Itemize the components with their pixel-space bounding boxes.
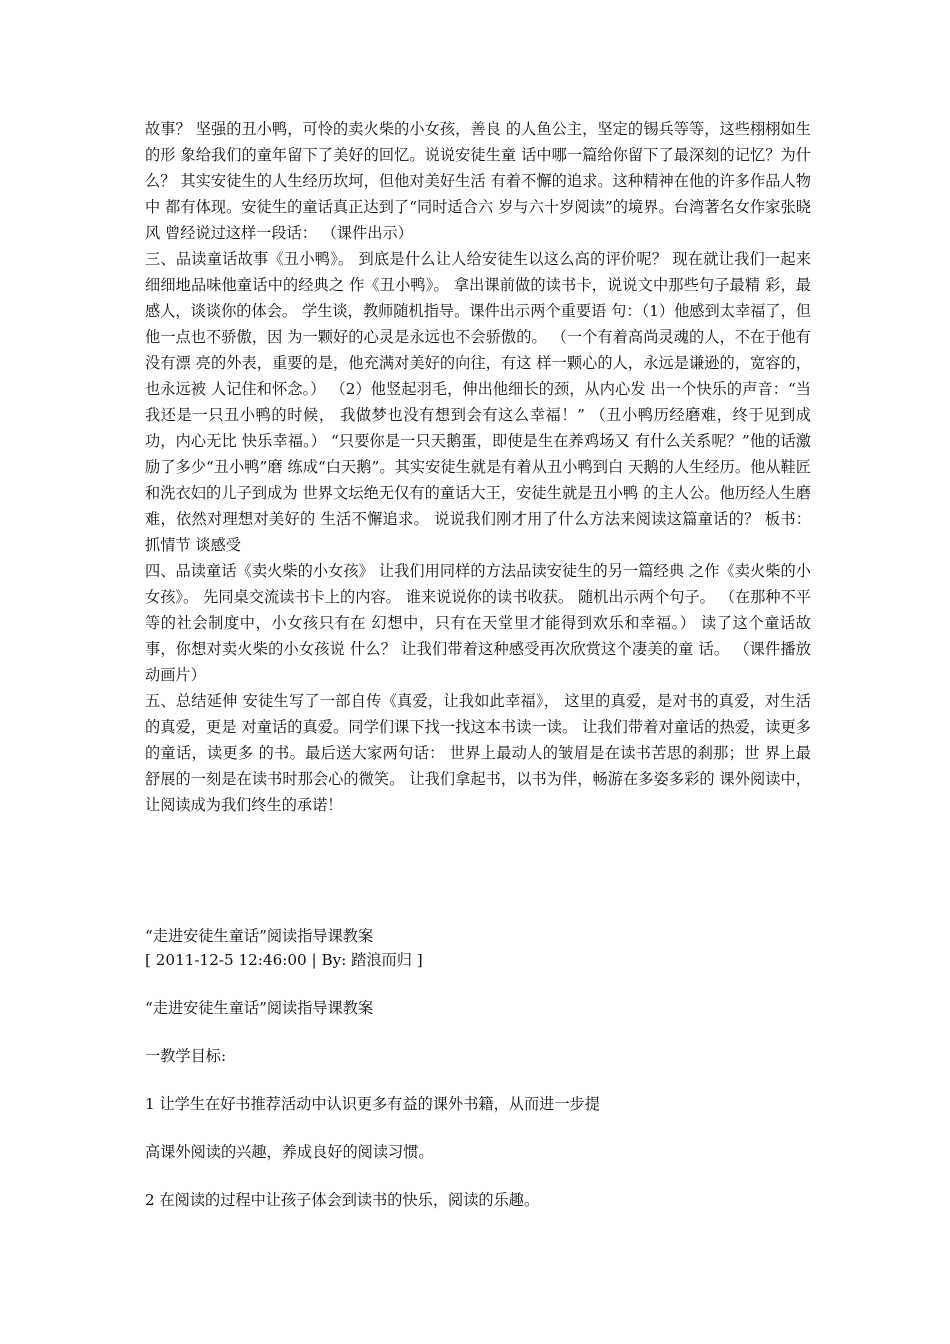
- paragraph-intro: 故事？ 坚强的丑小鸭，可怜的卖火柴的小女孩，善良 的人鱼公主，坚定的锡兵等等，这些栩栩如生的形 象给我们的童年留下了美好的回忆。说说安徒生童 话中哪一篇给你留下了最深刻的记忆？为什么？ 其实安徒生的人生经历坎坷，但他对美好生活 有着不懈的追求。这种精神在他的许多作品人物中 都有体现。安徒生的童话真正达到了“同时适合六 岁与六十岁阅读”的境界。台湾著名女作家张晓风 曾经说过这样一段话： （课件出示）: [145, 120, 811, 242]
- top-section: [145, 116, 811, 818]
- article-section: [145, 924, 811, 1212]
- article-title: “走进安徒生童话”阅读指导课教案: [145, 927, 374, 945]
- goal-2: 2 在阅读的过程中让孩子体会到读书的快乐，阅读的乐趣。: [145, 1191, 540, 1209]
- section-heading: 一教学目标:: [145, 1047, 227, 1065]
- article-title-repeat: “走进安徒生童话”阅读指导课教案: [145, 999, 374, 1017]
- article-meta: [ 2011-12-5 12:46:00 | By: 踏浪而归 ]: [145, 951, 423, 969]
- section-spacer: [145, 818, 811, 924]
- document-page: [145, 116, 811, 1212]
- paragraph-section-five: 五、总结延伸 安徒生写了一部自传《真爱，让我如此幸福》， 这里的真爱，是对书的真爱，对生活的真爱，更是 对童话的真爱。同学们课下找一找这本书读一读。 让我们带着对童话的热爱，读更多的童话，读更多 的书。最后送大家两句话： 世界上最动人的皱眉是在读书苦思的刹那；世 界上最舒展的一刻是在读书时那会心的微笑。 让我们拿起书，以书为伴，畅游在多姿多彩的 课外阅读中，让阅读成为我们终生的承诺！: [145, 692, 811, 814]
- goal-1-line-1: 1 让学生在好书推荐活动中认识更多有益的课外书籍，从而进一步提: [145, 1095, 600, 1113]
- paragraph-section-three: 三、品读童话故事《丑小鸭》。 到底是什么让人给安徒生以这么高的评价呢？ 现在就让我们一起来细细地品味他童话中的经典之 作《丑小鸭》。 拿出课前做的读书卡，说说文中那些句子最精 彩，最感人，谈谈你的体会。 学生谈，教师随机指导。课件出示两个重要语 句：（1）他感到太幸福了，但他一点也不骄傲，因 为一颗好的心灵是永远也不会骄傲的。 （一个有着高尚灵魂的人，不在于他有没有漂 亮的外表，重要的是，他充满对美好的向往，有这 样一颗心的人，永远是谦逊的，宽容的，也永远被 人记住和怀念。） （2）他竖起羽毛，伸出他细长的颈，从内心发 出一个快乐的声音：“当我还是一只丑小鸭的时候， 我做梦也没有想到会有这么幸福！” （丑小鸭历经磨难，终于见到成功，内心无比 快乐幸福。） “只要你是一只天鹅蛋，即使是生在养鸡场又 有什么关系呢？”他的话激励了多少“丑小鸭”磨 练成“白天鹅”。其实安徒生就是有着从丑小鸭到白 天鹅的人生经历。他从鞋匠和洗衣妇的儿子到成为 世界文坛绝无仅有的童话大王，安徒生就是丑小鸭 的主人公。他历经人生磨难，依然对理想对美好的 生活不懈追求。 说说我们刚才用了什么方法来阅读这篇童话的？ 板书：抓情节 谈感受: [145, 250, 811, 554]
- paragraph-section-four: 四、品读童话《卖火柴的小女孩》 让我们用同样的方法品读安徒生的另一篇经典 之作《卖火柴的小女孩》。 先同桌交流读书卡上的内容。 谁来说说你的读书收获。 随机出示两个句子。 （在那种不平等的社会制度中，小女孩只有在 幻想中，只有在天堂里才能得到欢乐和幸福。） 读了这个童话故事，你想对卖火柴的小女孩说 什么？ 让我们带着这种感受再次欣赏这个凄美的童 话。 （课件播放动画片）: [145, 562, 811, 684]
- goal-1-line-2: 高课外阅读的兴趣，养成良好的阅读习惯。: [145, 1143, 434, 1161]
